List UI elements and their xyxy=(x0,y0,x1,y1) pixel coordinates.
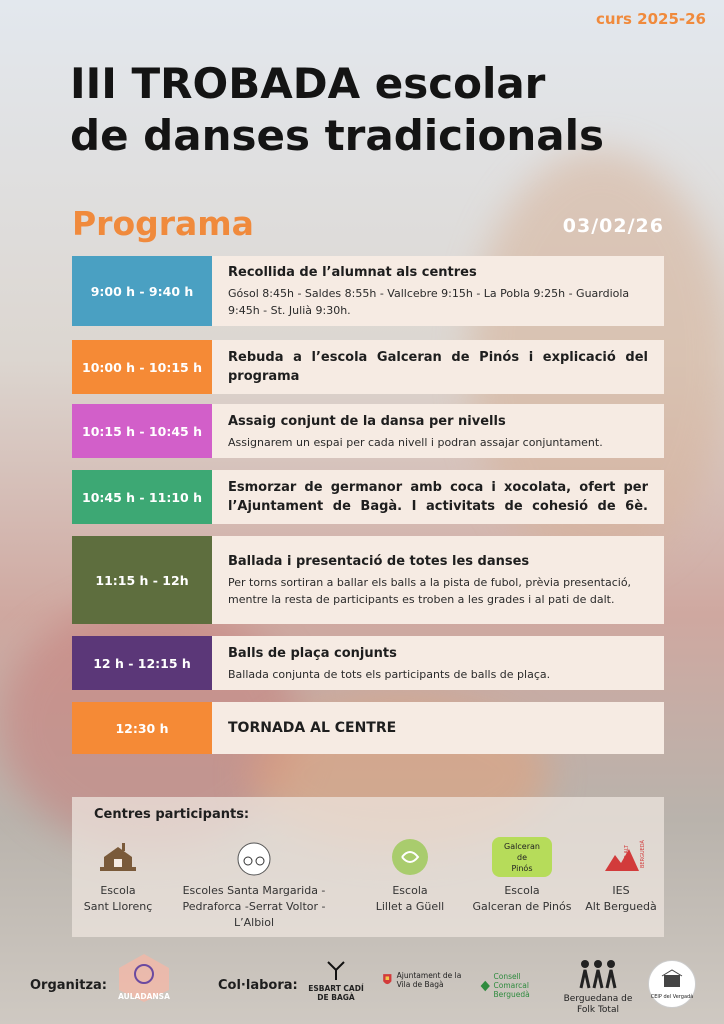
galceran-logo-text-3: Pinós xyxy=(511,864,533,873)
schedule-description xyxy=(212,470,664,524)
centre-lillet xyxy=(354,837,466,915)
title-line-2: de danses tradicionals xyxy=(70,111,604,160)
collaborator-name: ESBART CADÍ DE BAGÀ xyxy=(308,984,364,1002)
schedule-time: 12 h - 12:15 h xyxy=(72,636,212,690)
schedule-row xyxy=(72,404,664,458)
schedule-row xyxy=(72,340,664,394)
schedule-description xyxy=(212,404,664,458)
schedule-time: 9:00 h - 9:40 h xyxy=(72,256,212,326)
galceran-logo-text-2: de xyxy=(517,853,527,862)
school-building-icon xyxy=(96,837,140,877)
schedule-time: 11:15 h - 12h xyxy=(72,536,212,624)
participating-centres xyxy=(72,797,664,937)
ies-logo xyxy=(599,837,646,877)
schedule-detail: Per torns sortiran a ballar els balls a la pista de fubol, prèvia presentació, mentre la resta de participants es troben a les grades i al pati de dalt. xyxy=(228,576,632,606)
organitza-label: Organitza: xyxy=(30,978,108,993)
centre-line-2: Sant Llorenç xyxy=(83,900,153,913)
schedule-title: Recollida de l’alumnat als centres xyxy=(228,265,477,280)
centre-line-1: IES xyxy=(612,884,630,897)
centre-line-1: Escola xyxy=(100,884,136,897)
centre-ies xyxy=(578,837,664,915)
centre-line-2: Alt Berguedà xyxy=(585,900,657,913)
centre-sant-llorenc xyxy=(72,837,164,915)
collabora-label: Col·labora: xyxy=(218,978,298,993)
ajuntament-baga-logo xyxy=(382,968,464,992)
schedule-description xyxy=(212,256,664,326)
collaborator-name: CEIP del Vergadà xyxy=(650,994,694,1000)
collaborator-name: Consell Comarcal Berguedà xyxy=(493,972,530,999)
schedule-row xyxy=(72,256,664,326)
esbart-cadi-logo xyxy=(308,960,364,1002)
schedule-title: Esmorzar de germanor amb coca i xocolata, ofert per l’Ajuntament de Bagà. I activitats de cohesió de 6è. xyxy=(228,480,648,514)
auladansa-logo xyxy=(112,952,176,1001)
schedule-title: Rebuda a l’escola Galceran de Pinós i explicació del programa xyxy=(228,350,648,384)
program-date: 03/02/26 xyxy=(562,215,664,237)
page-title xyxy=(70,58,604,162)
centre-line-1: Escola xyxy=(504,884,540,897)
ies-logo-text: IES ALT BERGUEDÀ xyxy=(624,840,646,868)
title-line-1: III TROBADA escolar xyxy=(70,59,546,108)
centre-line-1: Escoles Santa Margarida - xyxy=(182,884,326,897)
schedule-description xyxy=(212,340,664,394)
schedule-description xyxy=(212,702,664,754)
footer xyxy=(0,950,724,1024)
collaborator-name: Ajuntament de la Vila de Bagà xyxy=(396,971,462,989)
centre-line-2: Galceran de Pinós xyxy=(472,900,572,913)
consell-comarcal-logo xyxy=(480,972,554,999)
centre-line-2: Pedraforca -Serrat Voltor - L’Albiol xyxy=(182,900,326,929)
schedule-detail: Assignarem un espai per cada nivell i podran assajar conjuntament. xyxy=(228,435,603,449)
schedule-row xyxy=(72,636,664,690)
schedule-time: 10:15 h - 10:45 h xyxy=(72,404,212,458)
schedule-row xyxy=(72,536,664,624)
galceran-logo xyxy=(492,837,552,877)
centre-line-2: Lillet a Güell xyxy=(375,900,445,913)
schedule-title: Assaig conjunt de la dansa per nivells xyxy=(228,413,506,429)
centre-galceran xyxy=(466,837,578,915)
schedule-description xyxy=(212,636,664,690)
centres-heading: Centres participants: xyxy=(94,807,250,822)
schedule-title: Balls de plaça conjunts xyxy=(228,645,397,661)
organizer-name: AULADANSA xyxy=(118,992,170,1001)
centre-line-1: Escola xyxy=(392,884,428,897)
galceran-logo-text-1: Galceran xyxy=(504,842,540,851)
schedule-row xyxy=(72,702,664,754)
schedule-title: Ballada i presentació de totes les danses xyxy=(228,554,530,569)
zer-alt-bergueda-logo xyxy=(232,837,276,877)
collaborator-name: Berguedana de Folk Total xyxy=(563,994,633,1015)
schedule-description xyxy=(212,536,664,624)
schedule-time: 10:00 h - 10:15 h xyxy=(72,340,212,394)
schedule-detail: Ballada conjunta de tots els participants de balls de plaça. xyxy=(228,667,551,681)
schedule-time: 10:45 h - 11:10 h xyxy=(72,470,212,524)
schedule-title: TORNADA AL CENTRE xyxy=(228,719,397,736)
program-heading: Programa xyxy=(72,204,254,243)
schedule-detail: Gósol 8:45h - Saldes 8:55h - Vallcebre 9:15h - La Pobla 9:25h - Guardiola 9:45h - St. Julià 9:30h. xyxy=(228,287,630,317)
schedule-row xyxy=(72,470,664,524)
centre-santa-margarida xyxy=(164,837,344,931)
ceip-logo xyxy=(648,960,696,1008)
berguedana-folk-logo xyxy=(558,956,638,1016)
lillet-logo xyxy=(388,837,432,877)
schedule-time: 12:30 h xyxy=(72,702,212,754)
course-label: curs 2025-26 xyxy=(596,10,706,28)
